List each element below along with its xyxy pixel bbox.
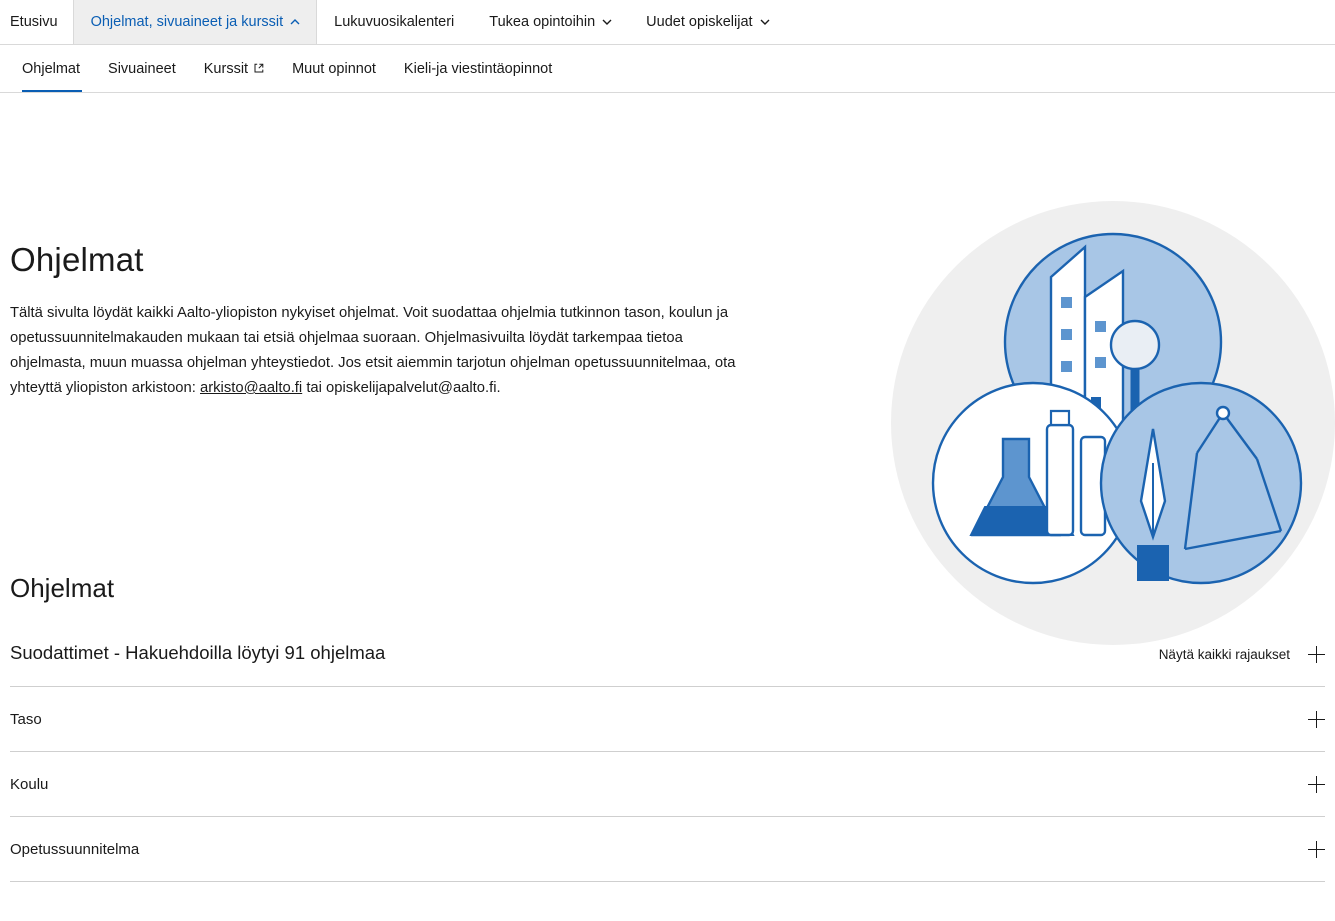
- hero-description-part-2: tai opiskelijapalvelut@aalto.fi.: [302, 380, 501, 396]
- show-all-filters-label: Näytä kaikki rajaukset: [1158, 647, 1290, 662]
- tab-label: Ohjelmat: [22, 60, 81, 77]
- tab-ohjelmat[interactable]: [10, 45, 94, 92]
- hero-description: [10, 301, 755, 401]
- programmes-illustration: [885, 201, 1335, 651]
- secondary-navigation: [0, 45, 1335, 93]
- external-link-icon: [254, 61, 264, 71]
- tab-label: Sivuaineet: [108, 60, 176, 77]
- nav-item-etusivu[interactable]: [0, 0, 73, 44]
- plus-icon: [1308, 711, 1325, 728]
- filter-row-koulu[interactable]: [10, 752, 1325, 817]
- filter-label: Opetussuunnitelma: [10, 840, 140, 858]
- chevron-down-icon: [602, 17, 611, 26]
- hero-description-part-1: Tältä sivulta löydät kaikki Aalto-yliopiston nykyiset ohjelmat. Voit suodattaa ohjelmia tutkinnon tason, koulun ja opetussuunnitelmakauden mukaan tai etsiä ohjelmaa suoraan. Ohjelmasivuilta löydät tarkempaa tietoa ohjelmasta, muun muassa ohjelman yhteystiedot. Jos etsit aiemmin tarjotun ohjelman opetussuunnitelmaa, ota yhteyttä yliopiston arkistoon:: [10, 305, 736, 396]
- nav-item-tukea-opintoihin[interactable]: [472, 0, 629, 44]
- nav-item-lukuvuosikalenteri[interactable]: [317, 0, 472, 44]
- tab-label: Muut opinnot: [292, 60, 376, 77]
- page-title: Ohjelmat: [10, 241, 144, 278]
- hero-text-block: [10, 93, 770, 401]
- filters-summary: Suodattimet - Hakuehdoilla löytyi 91 ohjelmaa: [10, 642, 386, 663]
- primary-navigation: [0, 0, 1335, 45]
- chevron-down-icon: [760, 17, 769, 26]
- tab-muut-opinnot[interactable]: [278, 45, 390, 92]
- nav-item-label: Etusivu: [10, 14, 58, 30]
- filter-label: Koulu: [10, 775, 49, 793]
- section-title: Ohjelmat: [10, 573, 115, 603]
- nav-item-label: Tukea opintoihin: [489, 14, 596, 30]
- tab-kieli-ja-viestintaopinnot[interactable]: [390, 45, 566, 92]
- plus-icon: [1308, 841, 1325, 858]
- hero-section: [0, 93, 1335, 573]
- tab-label: Kieli-ja viestintäopinnot: [403, 60, 553, 77]
- filter-row-opetussuunnitelma[interactable]: [10, 817, 1325, 882]
- tab-sivuaineet[interactable]: [94, 45, 190, 92]
- filter-row-taso[interactable]: [10, 687, 1325, 752]
- nav-item-label: Lukuvuosikalenteri: [334, 14, 455, 30]
- plus-icon: [1308, 646, 1325, 663]
- plus-icon: [1308, 776, 1325, 793]
- chevron-up-icon: [290, 17, 299, 26]
- tab-label: Kurssit: [203, 60, 249, 77]
- filter-label: Taso: [10, 710, 42, 728]
- nav-item-ohjelmat-sivuaineet-ja-kurssit[interactable]: [73, 0, 318, 44]
- nav-item-label: Uudet opiskelijat: [646, 14, 753, 30]
- tab-kurssit[interactable]: [190, 45, 278, 92]
- nav-item-label: Ohjelmat, sivuaineet ja kurssit: [90, 14, 284, 30]
- nav-item-uudet-opiskelijat[interactable]: [629, 0, 786, 44]
- arkisto-email-link[interactable]: arkisto@aalto.fi: [200, 380, 303, 396]
